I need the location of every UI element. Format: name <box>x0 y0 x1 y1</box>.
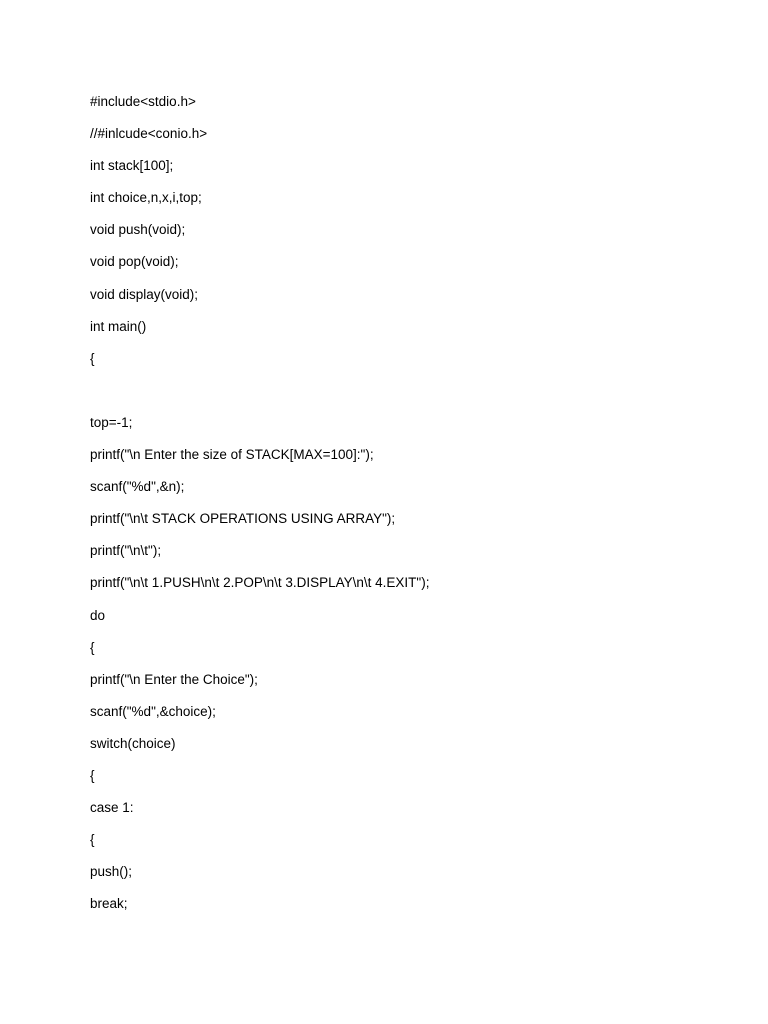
code-line: void push(void); <box>90 222 186 238</box>
code-line: top=-1; <box>90 414 133 430</box>
code-line: push(); <box>90 864 133 880</box>
code-line: { <box>90 639 95 655</box>
code-block <box>90 92 728 926</box>
code-line: printf("\n\t STACK OPERATIONS USING ARRAY"); <box>90 511 396 527</box>
code-line: //#inlcude<conio.h> <box>90 126 208 142</box>
code-line: switch(choice) <box>90 735 176 751</box>
code-line: { <box>90 350 95 366</box>
code-line: int main() <box>90 318 147 334</box>
code-line: { <box>90 832 95 848</box>
code-line: scanf("%d",&choice); <box>90 703 216 719</box>
code-line: int stack[100]; <box>90 158 174 174</box>
code-line: printf("\n\t"); <box>90 543 162 559</box>
code-line: break; <box>90 896 128 912</box>
code-line: { <box>90 767 95 783</box>
code-line: #include<stdio.h> <box>90 94 196 109</box>
code-line: scanf("%d",&n); <box>90 479 185 495</box>
code-line: do <box>90 607 106 623</box>
code-line: void pop(void); <box>90 254 179 270</box>
code-line: printf("\n Enter the Choice"); <box>90 671 258 687</box>
code-line: int choice,n,x,i,top; <box>90 190 202 206</box>
code-line: printf("\n\t 1.PUSH\n\t 2.POP\n\t 3.DISPLAY\n\t 4.EXIT"); <box>90 575 430 591</box>
code-line: printf("\n Enter the size of STACK[MAX=100]:"); <box>90 447 374 463</box>
code-line: void display(void); <box>90 286 199 302</box>
code-line: case 1: <box>90 800 134 816</box>
blank-line <box>90 381 728 413</box>
